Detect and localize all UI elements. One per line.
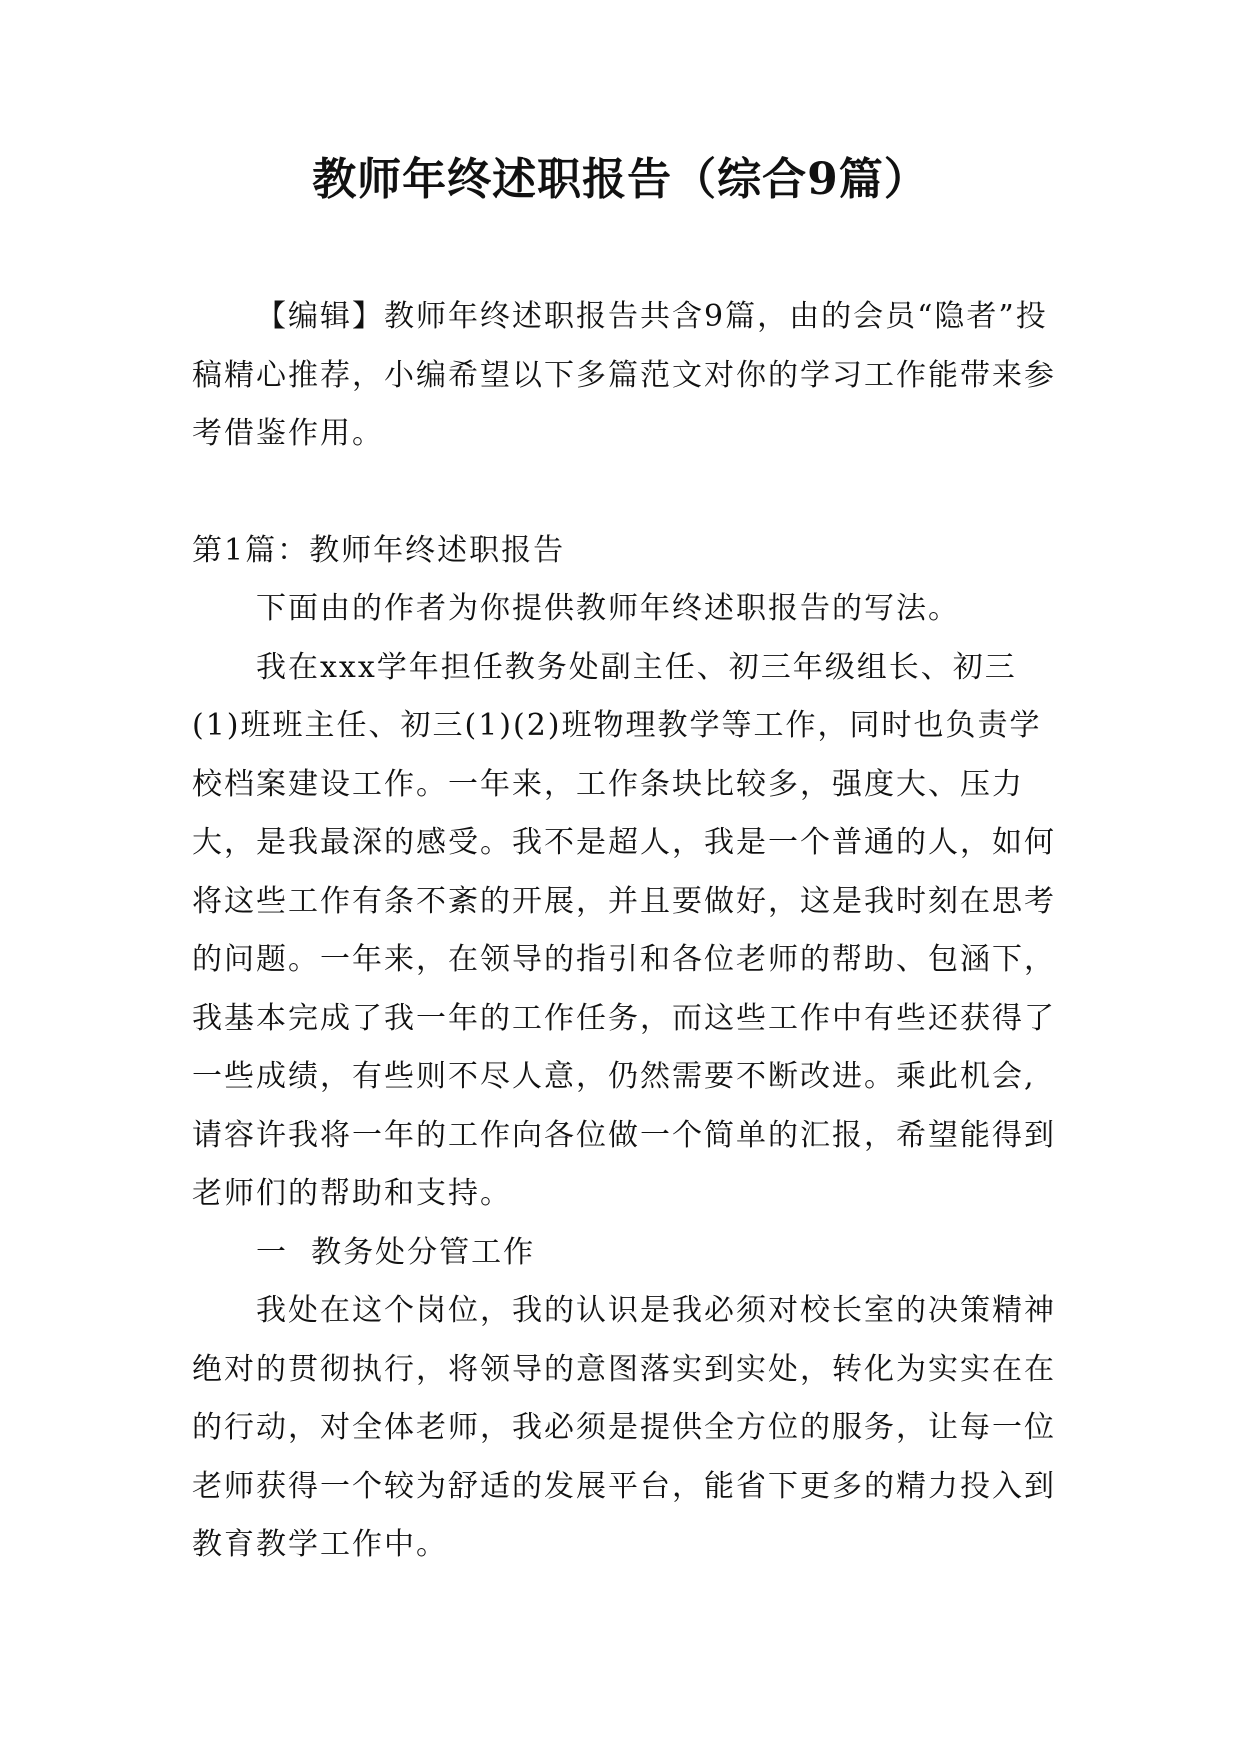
body-paragraph: 下面由的作者为你提供教师年终述职报告的写法。	[256, 591, 960, 626]
document-body	[192, 288, 1062, 1575]
subsection-heading: 一 教务处分管工作	[256, 1234, 536, 1270]
intro-paragraph: 【编辑】教师年终述职报告共含9篇，由的会员“隐者”投稿精心推荐，小编希望以下多篇范文对你的学习工作能带来参考借鉴作用。	[192, 299, 1056, 451]
section-heading: 第1篇：教师年终述职报告	[192, 532, 566, 568]
body-paragraph: 我处在这个岗位，我的认识是我必须对校长室的决策精神绝对的贯彻执行，将领导的意图落实到实处，转化为实实在在的行动，对全体老师，我必须是提供全方位的服务，让每一位老师获得一个较为舒适的发展平台，能省下更多的精力投入到教育教学工作中。	[192, 1293, 1056, 1562]
document-title: 教师年终述职报告（综合9篇）	[312, 154, 929, 205]
body-paragraph: 我在xxx学年担任教务处副主任、初三年级组长、初三(1)班班主任、初三(1)(2)班物理教学等工作，同时也负责学校档案建设工作。一年来，工作条块比较多，强度大、压力大，是我最深的感受。我不是超人，我是一个普通的人，如何将这些工作有条不紊的开展，并且要做好，这是我时刻在思考的问题。一年来，在领导的指引和各位老师的帮助、包涵下，我基本完成了我一年的工作任务，而这些工作中有些还获得了一些成绩，有些则不尽人意，仍然需要不断改进。乘此机会,请容许我将一年的工作向各位做一个简单的汇报，希望能得到老师们的帮助和支持。	[192, 649, 1056, 1211]
